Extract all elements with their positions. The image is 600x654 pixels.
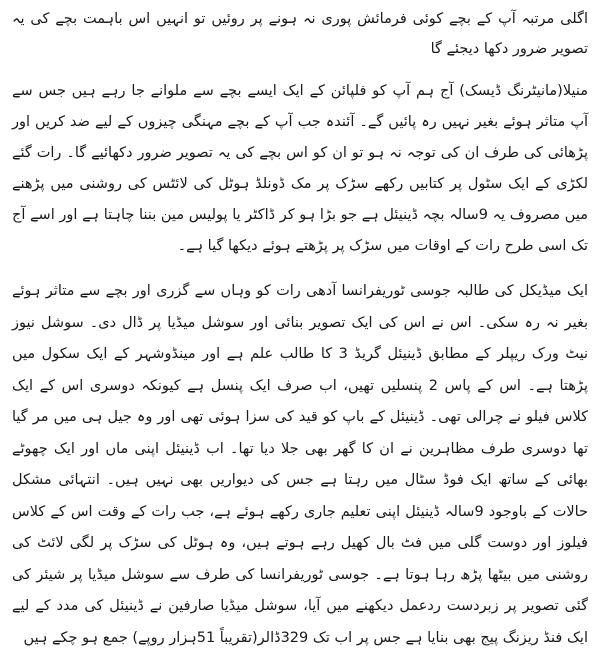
article-intro-paragraph: اگلی مرتبہ آپ کے بچے کوئی فرمائش پوری نہ ہونے پر روئیں تو انہیں اس باہمت بچے کی یہ تصویر ضرور دکھا دیجئے گا bbox=[12, 11, 588, 57]
article-paragraph: منیلا(مانیٹرنگ ڈیسک) آج ہم آپ کو فلپائن کے ایک ایسے بچے سے ملوانے جا رہے ہیں جس سے آپ متاثر ہوئے بغیر نہیں رہ پائیں گے۔ آئندہ جب آپ کے بچے مہنگی چیزوں کے لیے ضد کریں اور پڑھائی کی طرف ان کی توجہ نہ ہو تو ان کو اس بچے کی یہ تصویر ضرور دکھائیے گا۔ رات گئے لکڑی کے ایک سٹول پر کتابیں رکھے سڑک پر مک ڈونلڈ ہوٹل کی لائٹس کی روشنی میں پڑھنے میں مصروف یہ 9سالہ بچہ ڈینیئل ہے جو بڑا ہو کر ڈاکٹر یا پولیس مین بننا چاہتا ہے اور اسے آج تک اسی طرح رات کے اوقات میں سڑک پر پڑھتے ہوئے دیکھا گیا ہے۔ bbox=[12, 83, 588, 254]
article-paragraph: ایک میڈیکل کی طالبہ جوسی ٹوریفرانسا آدھی رات کو وہاں سے گزری اور بچے سے متاثر ہوئے بغیر نہ رہ سکی۔ اس نے اس کی ایک تصویر بنائی اور سوشل میڈیا پر ڈال دی۔ سوشل نیوز نیٹ ورک ریپلر کے مطابق ڈینیئل گریڈ 3 کا طالب علم ہے اور مینڈوشہر کے ایک سکول میں پڑھتا ہے۔ اس کے پاس 2 پنسلیں تھیں، اب صرف ایک پنسل ہے کیونکہ دوسری اس کے ایک کلاس فیلو نے چرالی تھی۔ ڈینیئل کے باپ کو قید کی سزا ہوئی تھی اور وہ جیل ہی میں مر گیا تھا دوسری طرف مظاہرین نے ان کا گھر بھی جلا دیا تھا۔ اب ڈینیئل اپنی ماں اور ایک چھوٹے بھائی کے ساتھ ایک فوڈ سٹال میں رہتا ہے جس کی دیواریں بھی نہیں ہیں۔ انتہائی مشکل حالات کے باوجود 9سالہ ڈینیئل اپنی تعلیم جاری رکھے ہوئے ہے، جب رات کے وقت اس کے کلاس فیلوز اور دوست گلی میں فٹ بال کھیل رہے ہوتے ہیں، وہ ہوٹل کی سڑک پر لگی لائٹ کی روشنی میں بیٹھا پڑھ رہا ہوتا ہے۔ جوسی ٹوریفرانسا کی طرف سے سوشل میڈیا پر شیئر کی گئی تصویر پر زبردست ردعمل دیکھنے میں آیا، سوشل میڈیا صارفین نے ڈینیئل کی مدد کے لیے ایک فنڈ ریزنگ پیج بھی بنایا ہے جس پر اب تک 329ڈالر(تقریباً 51ہزار روپے) جمع ہو چکے ہیں bbox=[12, 283, 588, 646]
